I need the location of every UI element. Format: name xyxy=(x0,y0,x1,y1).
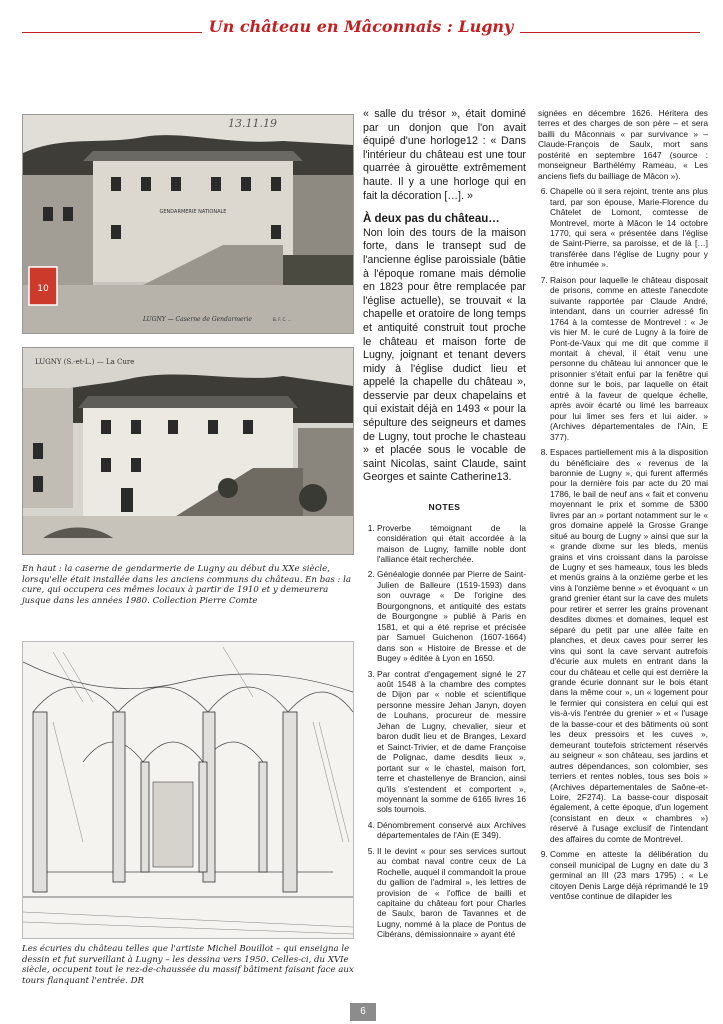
photo-gendarmerie xyxy=(22,114,354,334)
note-item: 5. Il le devint « pour ses services surtout au combat naval contre ceux de La Rochelle, auquel il commandoit la proue du gallion de l'admiral », les lettres de provision de « l'office de bailli et capitaine du château fort pour Charles de Saulx, baron de Tavannes et de Lugny, nommé à la place de Pontus de Cibérans, démissionnaire » ayant été xyxy=(377,846,526,940)
gendarmerie-sign: GENDARMERIE NATIONALE xyxy=(159,209,227,215)
cure-postcard-title: LUGNY (S.-et-L.) — La Cure xyxy=(35,358,135,366)
note-item: 7. Raison pour laquelle le château disposait de prisons, comme en atteste l'anecdote suivante rapportée par Claude André, intendant, dans un courrier adressé fin 1764 à la comtesse de Montrevel : « Je vis hier M. le curé de Lugny à la foire de Pont-de-Vaux qui me dit que comme il montait à cheval, il était venu une personne du château lui annoncer que le prisonnier s'était enfui par la fenêtre qui donne sur le bois, par laquelle on était entré à la faveur de quelque échelle, après avoir écarté ou limé les barreaux pour lui limer ses fers et lui aider. » (Archives départementales de l'Ain, E 377). xyxy=(550,275,708,442)
notes-list-part1 xyxy=(363,523,526,940)
page-number: 6 xyxy=(350,1003,376,1021)
note-item: 1. Proverbe témoignant de la considération qui était accordée à la maison de Lugny, famille noble dont l'alliance était recherchée. xyxy=(377,523,526,565)
note-item: 3. Par contrat d'engagement signé le 27 août 1548 à la chambre des comptes de Dijon par « noble et scientifique personne messire Jehan Janyn, doyen de Louhans, procureur de messire Jehan de Lugny, chevalier, sieur et baron dudit lieu et de Branges, Lexard et Sainct-Trivier, et de dame Françoise de Polignac, dame desdits lieux », portant sur « le chastel, maison fort, terre et chastellenye de Brancion, ainsi qu'ils s'estendent et comportent », moyennant la somme de 6165 livres 16 sols tournois. xyxy=(377,669,526,815)
stables-sketch-illustration xyxy=(23,642,353,938)
caption-drawing: Les écuries du château telles que l'artiste Michel Bouillot – qui enseigna le dessin et fut surveillant à Lugny – les dessina vers 1950. Celles-ci, du XVIe siècle, occupent tout le rez-de-chaussée du massif bâtiment faisant face aux tours flanquant l'entrée. DR xyxy=(22,944,354,986)
postage-stamp-value: 10 xyxy=(37,284,49,294)
page-header-title: Un château en Mâconnais : Lugny xyxy=(208,17,514,36)
paragraph-chapel: Non loin des tours de la maison forte, dans le transept sud de l'ancienne église paroissiale (bâtie à l'époque romane mais démolie en 1823 pour être remplacée par l'église actuelle), se trouvait « la chapelle et oratoire de long temps et antiquité construit tout proche le château et maison forte de Lugny, joignant et tenant devers midy à l'église dudict lieu et appelé la chapelle du château », desservie par deux chapelains et qui existait déjà en 1493 « pour la sépulture des seigneurs et dames de Lugny, tout proche le chasteau » et placée sous le vocable de saint Nicolas, saint Claude, saint Georges et sainte Catherine13. xyxy=(363,226,526,484)
cure-postcard-illustration xyxy=(23,348,353,554)
note-continuation: signées en décembre 1626. Héritera des terres et des charges de son père – et sera bailli du Mâconnais « par survivance » – Claude-François de Saulx, mort sans postérité en septembre 1647 (source : monseigneur Barthélémy Rameau, « Les anciens fiefs du bailliage de Mâcon »). xyxy=(538,108,708,181)
drawing-stables xyxy=(22,641,354,939)
notes-list-part2 xyxy=(538,186,708,901)
photo-cure xyxy=(22,347,354,555)
header-rule-left xyxy=(22,32,202,33)
note-item: 8. Espaces partiellement mis à la disposition du bénéficiaire des « revenus de la baronnie de Lugny », qui furent affermés pour la dernière fois par acte du 20 mai 1786, le bail de neuf ans « fait et convenu moyennant le prix et somme de 5300 livres par an » portant notamment sur le « gros domaine appelé la Grosse Grange situé au bourg de Lugny » ainsi que sur la « grande dixme sur les bleds, menüs grains et vins croissant dans la paroisse de Lugny et ses hameaux, tous les bleds et menüs grains à la onzième gerbe et les vins à l'onzième benne » et évoquant « un grand grenier étant sur la cave des mulets pour retirer et serrer les grains provenant desdites dixmes et domaines, lequel est séparé du petit par une allée faite en planches, et deux caves pour serrer les vins qui sont la cave servant autrefois d'écurie aux mulets en entrant dans la cour du château et celle qui est derrière la grande écurie donnant sur le bois étant dans la même cour », un « logement pour le fermier qui consistera en celui qui est vis-à-vis l'entrée du grenier » et « l'usage de la basse-cour et des bâtiments où sont les deux pressoirs et les cuves », demeurant toutefois strictement réservés au seigneur « son château, ses jardins et autres dépendances, son colombier, ses terriers et rentes nobles, tous ses bois » (Archives départementales de Saône-et-Loire, 2F274). La basse-cour disposait également, à cette époque, d'un logement (consistant en deux « chambres ») réservé à l'usage exclusif de l'intendant des affaires du comte de Montrevel. xyxy=(550,447,708,844)
gendarmerie-postcard-illustration xyxy=(23,115,353,333)
text-column-right xyxy=(538,108,708,907)
paragraph-intro: « salle du trésor », était dominé par un donjon que l'on avait équipé d'une horloge12 : « Dans l'intérieur du château est une tour quarrée à girouëtte extrêmement haute. Il y a une horloge qui en fait la décoration […]. » xyxy=(363,108,526,202)
note-item: 6. Chapelle où il sera rejoint, trente ans plus tard, par son épouse, Marie-Florence du Châtelet de Lomont, comtesse de Montrevel, morte à Mâcon le 14 octobre 1770, qui sera « présentée dans l'église de Saint-Pierre, sa paroisse, et de là […] transférée dans l'église de Lugny pour y être inhumée ». xyxy=(550,186,708,270)
postcard-publisher: B. F. C. ... xyxy=(273,317,292,322)
note-item: 2. Généalogie donnée par Pierre de Saint-Julien de Balleure (1519-1593) dans son ouvrage « De l'origine des Bourgongnons, et antiquité des estats de Bourgongne » publié à Paris en 1581, et qui a été reprise et précisée par Samuel Guichenon (1607-1664) dans son « Histoire de Bresse et de Bugey » éditée à Lyon en 1650. xyxy=(377,569,526,663)
caption-photos-top: En haut : la caserne de gendarmerie de Lugny au début du XXe siècle, lorsqu'elle était installée dans les anciens communs du château. En bas : la cure, qui occupera ces mêmes locaux à partir de 1910 et y demeurera jusque dans les années 1980. Collection Pierre Comte xyxy=(22,564,351,606)
note-item: 9. Comme en atteste la délibération du conseil municipal de Lugny en date du 3 germinal an III (23 mars 1795) : « Le citoyen Denis Large déjà réprimandé le 19 ventôse continue de dilapider les xyxy=(550,849,708,901)
text-column-middle xyxy=(363,108,526,945)
postcard-handwritten-date: 13.11.19 xyxy=(228,117,277,130)
header-rule-right xyxy=(520,32,700,33)
postcard-legend: LUGNY — Caserne de Gendarmerie xyxy=(143,316,252,323)
notes-title: NOTES xyxy=(428,502,461,513)
section-heading: À deux pas du château… xyxy=(363,213,500,226)
note-item: 4. Dénombrement conservé aux Archives départementales de l'Ain (E 349). xyxy=(377,820,526,841)
